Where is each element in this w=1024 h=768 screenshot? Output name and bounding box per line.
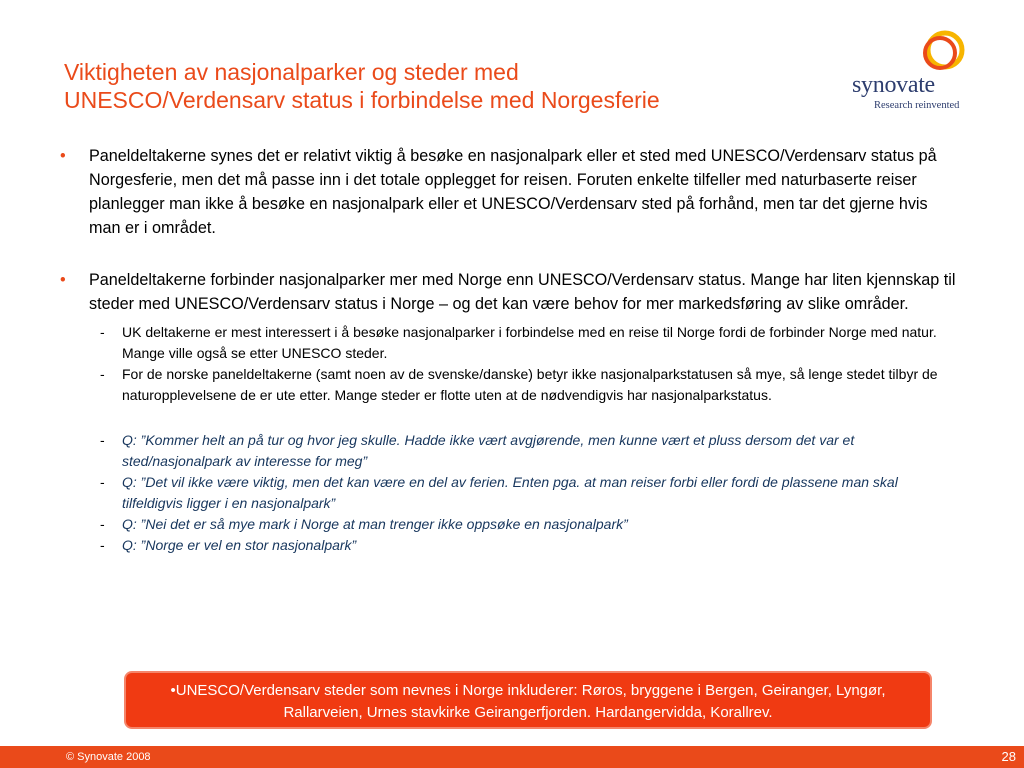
quote-marker: -	[100, 432, 105, 448]
logo-tagline: Research reinvented	[874, 100, 960, 111]
quote-marker: -	[100, 516, 105, 532]
synovate-logo-icon	[918, 28, 966, 76]
quote-marker: -	[100, 474, 105, 490]
bullet-text: Paneldeltakerne synes det er relativt viktig å besøke en nasjonalpark eller et sted med UNESCO/Verdensarv status på Norgesferie, men det må passe inn i det totale opplegget for reisen. Foruten enkelte tilfeller med naturbaserte reiser planlegger man ikke å besøke en nasjonalpark eller et UNESCO/Verdensarv sted på forhånd, men tar det gjerne hvis man er i området.	[89, 147, 937, 237]
page-number: 28	[1001, 749, 1016, 764]
bullet-text: Paneldeltakerne forbinder nasjonalparker mer med Norge enn UNESCO/Verdensarv status. Mange har liten kjennskap til steder med UNESCO/Verdensarv status i Norge – og det kan være behov for mer markedsføring av slike områder.	[89, 271, 956, 313]
quote-item	[60, 514, 960, 535]
footer-bar	[0, 746, 1024, 768]
sub-bullet-item	[60, 322, 960, 364]
bullet-item	[60, 144, 960, 240]
quote-item	[60, 472, 960, 514]
sub-bullet-item	[60, 364, 960, 406]
footer-copyright: © Synovate 2008	[66, 751, 151, 763]
sub-bullet-marker: -	[100, 324, 105, 340]
unesco-callout-box	[124, 671, 932, 729]
quote-marker: -	[100, 537, 105, 553]
quote-text: Q: ”Det vil ikke være viktig, men det kan være en del av ferien. Enten pga. at man reiser forbi eller fordi de plassene man skal tilfeldigvis ligger i en nasjonalpark”	[122, 474, 898, 511]
synovate-logo	[852, 28, 972, 118]
sub-bullet-text: For de norske paneldeltakerne (samt noen av de svenske/danske) betyr ikke nasjonalparkstatusen så mye, så lenge stedet tilbyr de naturopplevelsene de er ute etter. Mange steder er flotte uten at de nødvendigvis har nasjonalparkstatus.	[122, 366, 938, 403]
quote-text: Q: ”Norge er vel en stor nasjonalpark”	[122, 537, 357, 553]
logo-wordmark: synovate	[852, 72, 935, 98]
quote-text: Q: ”Kommer helt an på tur og hvor jeg skulle. Hadde ikke vært avgjørende, men kunne vært et pluss dersom det var et sted/nasjonalpark av interesse for meg”	[122, 432, 855, 469]
bullet-marker: •	[60, 147, 66, 165]
quote-item	[60, 535, 960, 556]
bullet-marker: •	[60, 271, 66, 289]
slide-title	[64, 58, 844, 114]
callout-text: •UNESCO/Verdensarv steder som nevnes i Norge inkluderer: Røros, bryggene i Bergen, Geiranger, Lyngør, Rallarveien, Urnes stavkirke Geirangerfjorden. Hardangervidda, Korallrev.	[170, 682, 886, 721]
sub-bullet-text: UK deltakerne er mest interessert i å besøke nasjonalparker i forbindelse med en reise til Norge fordi de forbinder Norge med natur. Mange ville også se etter UNESCO steder.	[122, 324, 937, 361]
quote-item	[60, 430, 960, 472]
slide-body	[60, 144, 960, 556]
sub-bullet-marker: -	[100, 366, 105, 382]
title-line-1: Viktigheten av nasjonalparker og steder med	[64, 59, 519, 85]
quote-text: Q: ”Nei det er så mye mark i Norge at man trenger ikke oppsøke en nasjonalpark”	[122, 516, 628, 532]
bullet-item	[60, 268, 960, 316]
title-line-2: UNESCO/Verdensarv status i forbindelse med Norgesferie	[64, 87, 660, 113]
